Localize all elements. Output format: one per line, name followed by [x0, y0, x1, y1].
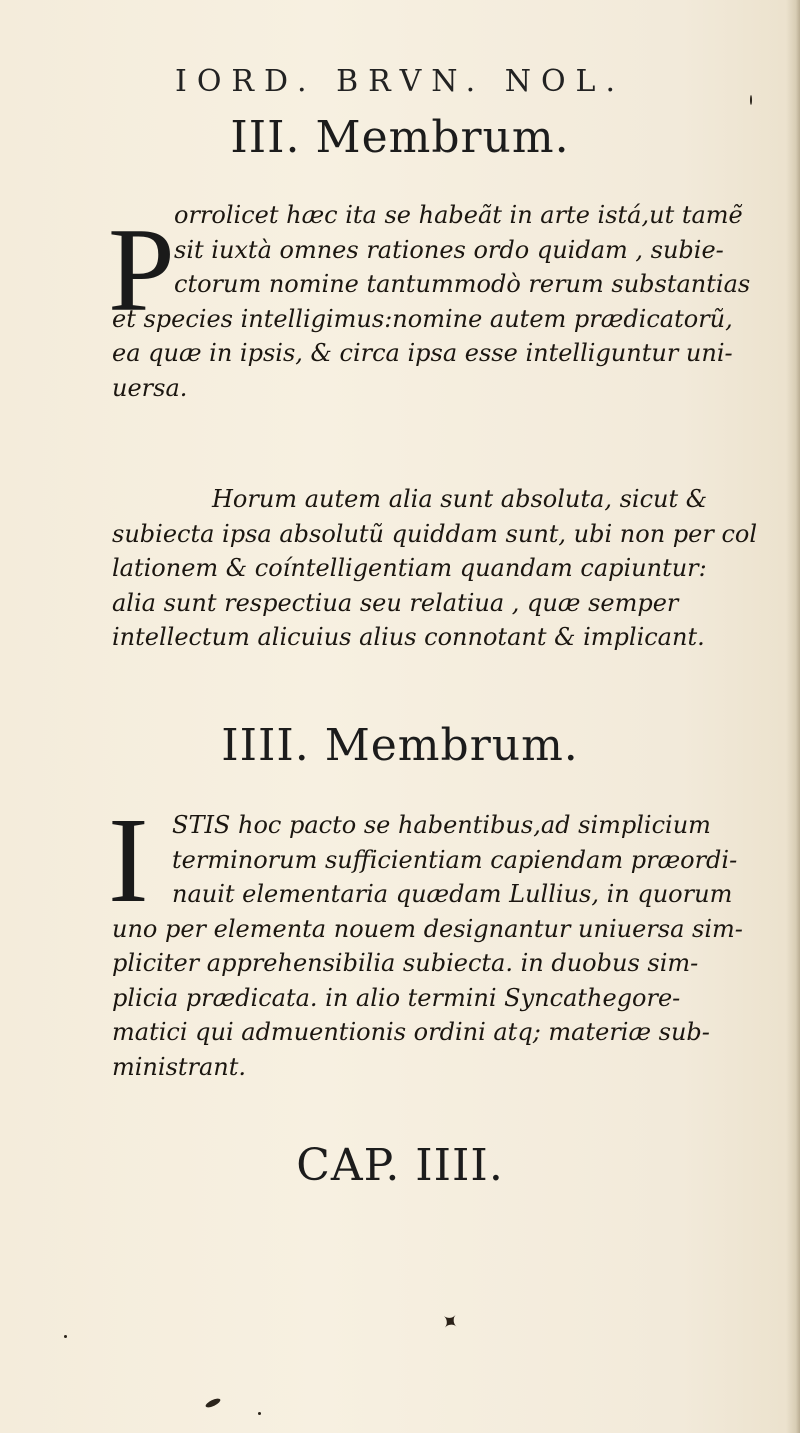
paragraph-line: intellectum alicuius alius connotant & implicant. [112, 623, 705, 651]
section-title-iiii: IIII. Membrum. [221, 720, 579, 771]
ink-speck [750, 95, 752, 105]
paragraph-line: orrolicet hæc ita se habeãt in arte istá,ut tamẽ [174, 201, 743, 229]
paragraph-line: et species intelligimus:nomine autem prædicatorũ, [112, 304, 733, 333]
paragraph-line: uersa. [112, 373, 188, 402]
paragraph-line: matici qui admuentionis ordini atq; materiæ sub- [112, 1018, 710, 1046]
ink-speck [258, 1412, 261, 1415]
section-title-iii: III. Membrum. [230, 112, 570, 163]
paragraph-line: ministrant. [112, 1052, 247, 1081]
paragraph-line: sit iuxtà omnes rationes ordo quidam , subie- [174, 235, 724, 264]
running-head: IORD. BRVN. NOL. [174, 64, 626, 99]
paragraph-line: plicia prædicata. in alio termini Syncathegore- [112, 983, 681, 1012]
ink-speck [204, 1397, 221, 1409]
paragraph-line: subiecta ipsa absolutũ quiddam sunt, ubi non per col [112, 519, 758, 548]
ink-speck [64, 1335, 67, 1338]
paragraph-line: nauit elementaria quædam Lullius, in quorum [172, 880, 733, 908]
paragraph-line: Horum autem alia sunt absoluta, sicut & [212, 485, 708, 513]
paragraph-line: pliciter apprehensibilia subiecta. in duobus sim- [112, 949, 699, 977]
paragraph-3 [112, 808, 782, 1084]
chapter-heading: CAP. IIII. [296, 1140, 504, 1191]
ink-mark-ornament: ✦ [434, 1306, 465, 1339]
drop-cap-i: I [108, 793, 149, 928]
paragraph-line: terminorum sufficientiam capiendam præordi- [172, 845, 738, 874]
page-edge-shadow [786, 0, 800, 1433]
paragraph-1 [112, 198, 782, 405]
paragraph-line: alia sunt respectiua seu relatiua , quæ semper [112, 588, 679, 617]
paragraph-line: lationem & coíntelligentiam quandam capiuntur: [112, 554, 707, 582]
paragraph-line: STIS hoc pacto se habentibus,ad simplicium [172, 811, 711, 839]
paragraph-line: ctorum nomine tantummodò rerum substantias [174, 270, 751, 298]
drop-cap-p: P [108, 203, 175, 336]
paragraph-line: uno per elementa nouem designantur uniuersa sim- [112, 914, 743, 943]
paragraph-2 [112, 482, 782, 655]
paragraph-line: ea quæ in ipsis, & circa ipsa esse intelliguntur uni- [112, 339, 733, 367]
